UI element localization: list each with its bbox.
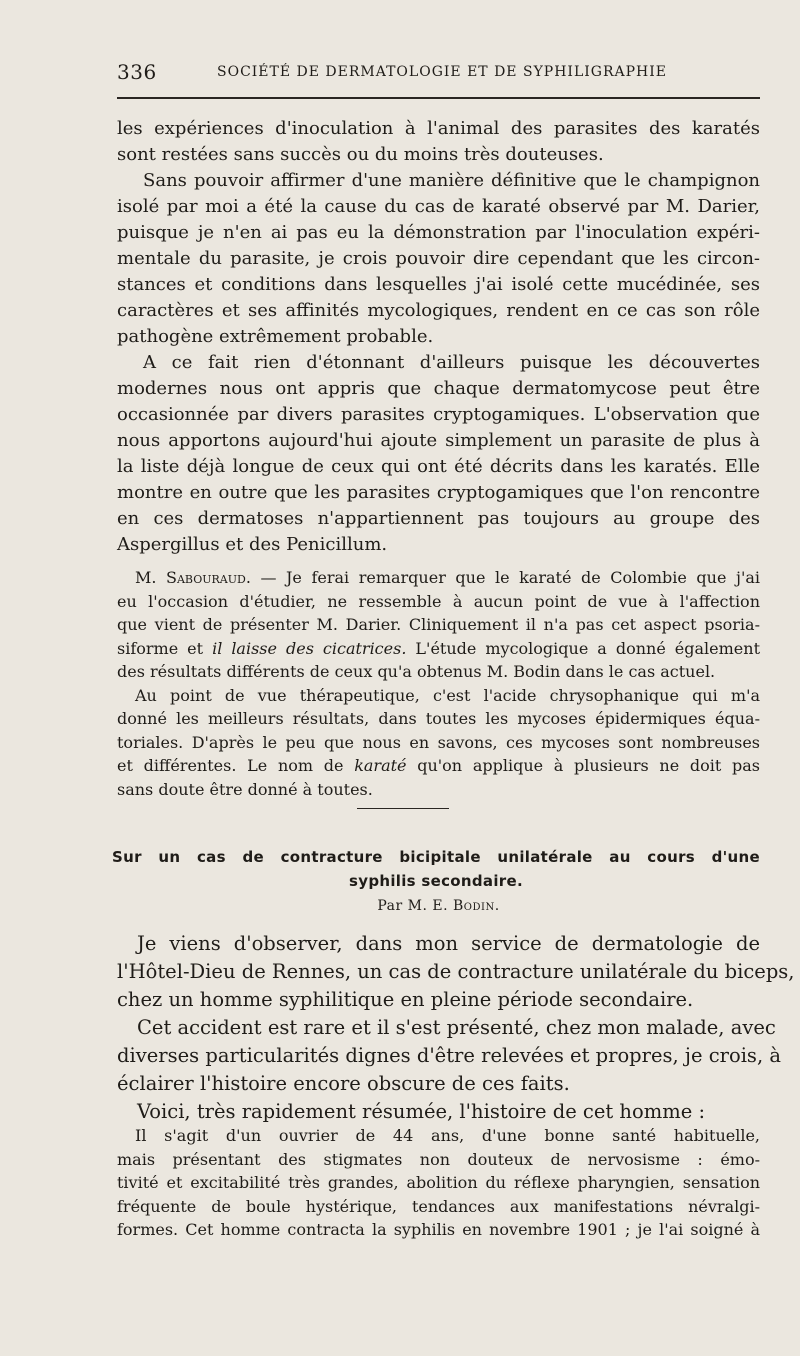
text-line: Aspergillus et des Penicillum. [117, 534, 388, 555]
text-line: en ces dermatoses n'appartiennent pas toujours au groupe des [117, 508, 760, 529]
text-line: l'Hôtel-Dieu de Rennes, un cas de contracture unilatérale du biceps, [117, 960, 795, 983]
text-line: toriales. D'après le peu que nous en savons, ces mycoses sont nombreuses [117, 732, 760, 752]
text-line: les expériences d'inoculation à l'animal des parasites des karatés [117, 118, 760, 139]
text-line: Au point de vue thérapeutique, c'est l'acide chrysophanique qui m'a [135, 685, 760, 705]
running-head: SOCIÉTÉ DE DERMATOLOGIE ET DE SYPHILIGRAPHIE [217, 64, 668, 80]
page-header [117, 60, 760, 86]
text-line: éclairer l'histoire encore obscure de ces faits. [117, 1072, 570, 1095]
text-line: diverses particularités dignes d'être relevées et propres, je crois, à [117, 1044, 781, 1067]
text-line: des résultats différents de ceux qu'a obtenus M. Bodin dans le cas actuel. [117, 662, 716, 681]
title-line: syphilis secondaire. [349, 872, 523, 890]
text-line: et différentes. Le nom de karaté qu'on applique à plusieurs ne doit pas [117, 756, 760, 775]
text-line: eu l'occasion d'étudier, ne ressemble à aucun point de vue à l'affection [117, 591, 760, 611]
italic-word: karaté [354, 756, 407, 775]
text-line: Sans pouvoir affirmer d'une manière définitive que le champignon [143, 170, 760, 191]
case-description [117, 1124, 760, 1242]
text-line: la liste déjà longue de ceux qui ont été décrits dans les karatés. Elle [117, 456, 760, 477]
text-line: pathogène extrêmement probable. [117, 326, 434, 347]
text-line: A ce fait rien d'étonnant d'ailleurs puisque les découvertes [143, 352, 760, 373]
speaker-name: M. Sabouraud. [135, 568, 251, 587]
text-line: modernes nous ont appris que chaque dermatomycose peut être [117, 378, 760, 399]
text-line: donné les meilleurs résultats, dans toutes les mycoses épidermiques équa- [117, 709, 760, 728]
text-line: tivité et excitabilité très grandes, abolition du réflexe pharyngien, sensation [117, 1173, 760, 1192]
title-line: Sur un cas de contracture bicipitale unilatérale au cours d'une [112, 848, 760, 866]
discussion-paragraphs [117, 566, 760, 801]
article-author: Par M. E. Bodin. [377, 898, 500, 914]
text-line: puisque je n'en ai pas eu la démonstration par l'inoculation expéri- [117, 222, 760, 243]
text-line: formes. Cet homme contracta la syphilis en novembre 1901 ; je l'ai soigné à [117, 1220, 760, 1239]
text-line: stances et conditions dans lesquelles j'ai isolé cette mucédinée, ses [117, 274, 760, 295]
continued-paragraphs [117, 116, 760, 558]
text-line: chez un homme syphilitique en pleine période secondaire. [117, 988, 694, 1011]
text-line: caractères et ses affinités mycologiques, rendent en ce cas son rôle [117, 300, 760, 321]
text-line: siforme et il laisse des cicatrices. L'étude mycologique a donné également [117, 638, 761, 658]
text-line: mais présentant des stigmates non douteux de nervosisme : émo- [117, 1149, 760, 1169]
text-line: nous apportons aujourd'hui ajoute simplement un parasite de plus à [117, 430, 760, 451]
text-line: M. Sabouraud. — Je ferai remarquer que le karaté de Colombie que j'ai [135, 568, 761, 587]
text-line: isolé par moi a été la cause du cas de karaté observé par M. Darier, [117, 196, 760, 217]
text-line: occasionnée par divers parasites cryptogamiques. L'observation que [117, 404, 760, 425]
article-title [112, 845, 760, 893]
header-rule [117, 97, 760, 99]
section-divider [357, 808, 449, 809]
text-line: mentale du parasite, je crois pouvoir dire cependant que les circon- [117, 248, 760, 269]
text-line: Cet accident est rare et il s'est présenté, chez mon malade, avec [137, 1016, 776, 1039]
italic-phrase: il laisse des cicatrices. [212, 638, 407, 658]
text-line: Je viens d'observer, dans mon service de dermatologie de [137, 932, 760, 955]
page-number: 336 [117, 60, 157, 84]
text-line: Il s'agit d'un ouvrier de 44 ans, d'une bonne santé habituelle, [135, 1126, 760, 1145]
text-line: montre en outre que les parasites cryptogamiques que l'on rencontre [117, 482, 760, 503]
article-intro [117, 930, 795, 1126]
text-line: fréquente de boule hystérique, tendances aux manifestations névralgi- [117, 1196, 760, 1216]
text-line: sans doute être donné à toutes. [117, 779, 373, 799]
text-line: Voici, très rapidement résumée, l'histoire de cet homme : [137, 1100, 706, 1123]
text-line: que vient de présenter M. Darier. Cliniquement il n'a pas cet aspect psoria- [117, 615, 760, 634]
text-line: sont restées sans succès ou du moins très douteuses. [117, 144, 604, 165]
